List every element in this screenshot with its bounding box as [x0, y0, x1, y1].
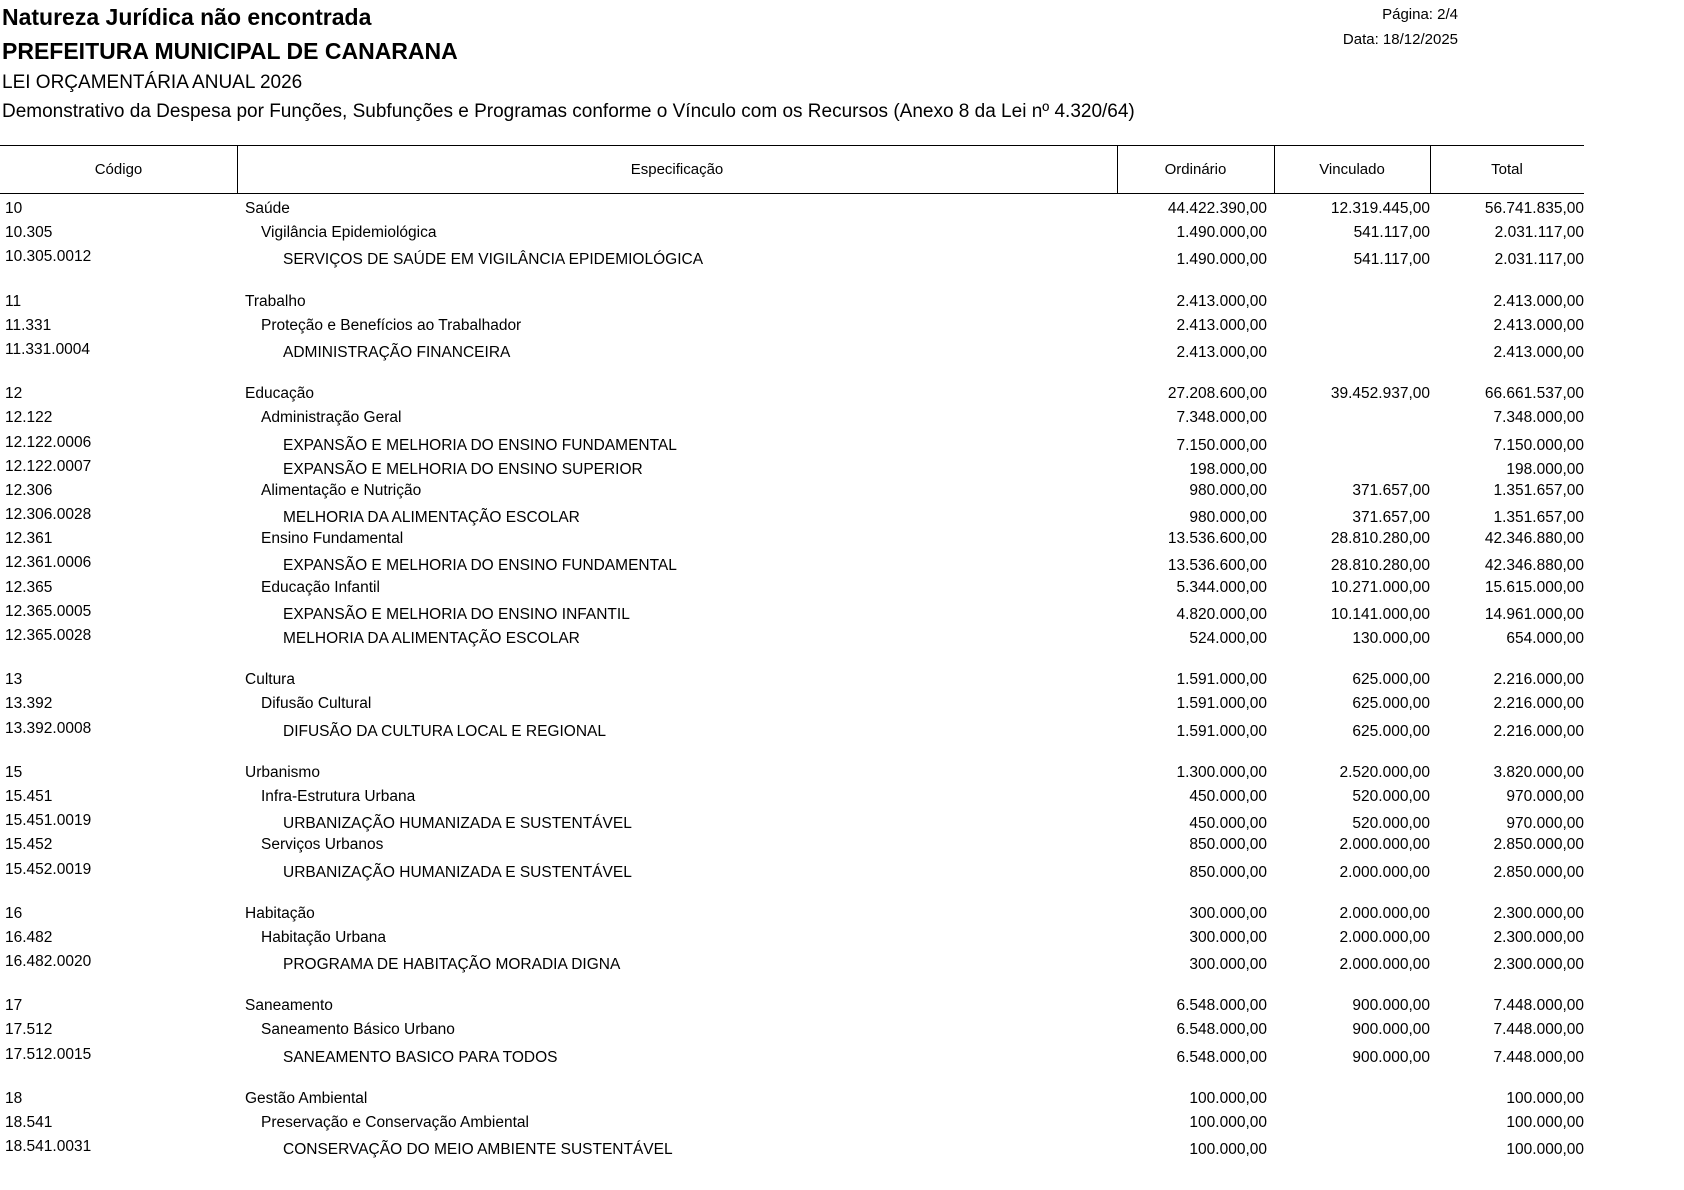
cell-code: 15: [5, 763, 23, 781]
cell-specification: Proteção e Benefícios ao Trabalhador: [261, 316, 522, 334]
cell-total: 100.000,00: [1506, 1089, 1584, 1107]
cell-vinculado: 900.000,00: [1352, 1021, 1430, 1039]
cell-total: 2.850.000,00: [1493, 863, 1584, 881]
cell-vinculado: 10.271.000,00: [1330, 578, 1430, 596]
cell-vinculado: 2.000.000,00: [1339, 836, 1430, 854]
function-row: [0, 764, 1584, 788]
cell-code: 12.365: [5, 578, 53, 596]
cell-total: 56.741.835,00: [1484, 200, 1584, 217]
cell-code: 18.541.0031: [5, 1138, 92, 1156]
cell-specification: Habitação Urbana: [261, 928, 386, 946]
cell-ordinario: 6.548.000,00: [1176, 1048, 1267, 1066]
col-header-total: Total: [1491, 161, 1523, 178]
cell-specification: Ensino Fundamental: [261, 530, 404, 548]
cell-code: 15.451.0019: [5, 812, 92, 830]
cell-ordinario: 100.000,00: [1189, 1114, 1267, 1131]
subfunction-row: [0, 579, 1584, 603]
cell-total: 2.031.117,00: [1494, 224, 1584, 242]
cell-ordinario: 6.548.000,00: [1176, 1021, 1267, 1039]
cell-specification: MELHORIA DA ALIMENTAÇÃO ESCOLAR: [283, 509, 580, 527]
cell-ordinario: 6.548.000,00: [1176, 997, 1267, 1015]
cell-ordinario: 13.536.600,00: [1167, 530, 1267, 548]
cell-total: 2.216.000,00: [1493, 671, 1584, 689]
cell-vinculado: 130.000,00: [1352, 630, 1430, 647]
function-row: [0, 1090, 1584, 1114]
cell-vinculado: 2.000.000,00: [1339, 928, 1430, 946]
program-row: [0, 554, 1584, 578]
cell-vinculado: 900.000,00: [1352, 997, 1430, 1015]
cell-specification: Educação Infantil: [261, 578, 380, 596]
cell-ordinario: 1.300.000,00: [1176, 763, 1267, 781]
program-row: [0, 341, 1584, 365]
cell-specification: CONSERVAÇÃO DO MEIO AMBIENTE SUSTENTÁVEL: [283, 1141, 673, 1159]
cell-total: 2.216.000,00: [1493, 722, 1584, 740]
cell-code: 12.365.0028: [5, 627, 92, 644]
col-header-spec: Especificação: [630, 161, 724, 178]
cell-total: 2.413.000,00: [1493, 343, 1584, 361]
cell-ordinario: 13.536.600,00: [1167, 557, 1267, 575]
function-row: [0, 293, 1584, 317]
cell-specification: EXPANSÃO E MELHORIA DO ENSINO FUNDAMENTAL: [283, 436, 677, 454]
cell-total: 3.820.000,00: [1493, 763, 1584, 781]
cell-ordinario: 450.000,00: [1189, 815, 1267, 833]
cell-total: 2.413.000,00: [1493, 292, 1584, 310]
cell-total: 7.448.000,00: [1493, 1021, 1584, 1039]
cell-specification: EXPANSÃO E MELHORIA DO ENSINO FUNDAMENTAL: [283, 557, 677, 575]
cell-total: 1.351.657,00: [1493, 509, 1584, 527]
cell-specification: Administração Geral: [261, 409, 402, 427]
cell-total: 970.000,00: [1506, 787, 1584, 805]
cell-vinculado: 520.000,00: [1352, 787, 1430, 805]
cell-total: 2.850.000,00: [1493, 836, 1584, 854]
cell-vinculado: 2.000.000,00: [1339, 904, 1430, 922]
cell-total: 7.150.000,00: [1493, 436, 1584, 454]
cell-code: 12.306: [5, 481, 53, 499]
cell-code: 11.331: [5, 316, 52, 334]
cell-total: 2.216.000,00: [1493, 695, 1584, 713]
cell-specification: Trabalho: [245, 292, 306, 310]
cell-code: 17: [5, 997, 23, 1015]
cell-code: 10: [5, 200, 23, 217]
cell-code: 10.305: [5, 224, 53, 242]
group-spacer: [0, 1070, 1584, 1090]
cell-ordinario: 850.000,00: [1189, 836, 1267, 854]
cell-total: 15.615.000,00: [1484, 578, 1584, 596]
cell-total: 66.661.537,00: [1484, 385, 1584, 403]
cell-vinculado: 625.000,00: [1352, 671, 1430, 689]
cell-vinculado: 625.000,00: [1352, 695, 1430, 713]
cell-specification: URBANIZAÇÃO HUMANIZADA E SUSTENTÁVEL: [283, 815, 632, 833]
cell-total: 2.300.000,00: [1493, 904, 1584, 922]
cell-specification: Vigilância Epidemiológica: [261, 224, 437, 242]
cell-ordinario: 524.000,00: [1189, 630, 1267, 647]
municipality-title: PREFEITURA MUNICIPAL DE CANARANA: [2, 38, 458, 64]
cell-code: 18: [5, 1089, 23, 1107]
program-row: [0, 1138, 1584, 1162]
program-row: [0, 627, 1584, 651]
cell-specification: Urbanismo: [245, 763, 320, 781]
cell-vinculado: 371.657,00: [1352, 509, 1430, 527]
cell-ordinario: 2.413.000,00: [1176, 292, 1267, 310]
cell-vinculado: 2.000.000,00: [1339, 956, 1430, 974]
cell-vinculado: 371.657,00: [1352, 481, 1430, 499]
program-row: [0, 603, 1584, 627]
entity-nature-title: Natureza Jurídica não encontrada: [2, 4, 372, 30]
subfunction-row: [0, 836, 1584, 860]
cell-specification: Cultura: [245, 671, 295, 689]
cell-code: 12.122: [5, 409, 53, 427]
cell-total: 7.448.000,00: [1493, 1048, 1584, 1066]
cell-specification: Saneamento: [245, 997, 333, 1015]
cell-specification: Difusão Cultural: [261, 695, 372, 713]
cell-specification: Habitação: [245, 904, 315, 922]
cell-ordinario: 44.422.390,00: [1167, 200, 1267, 217]
cell-vinculado: 2.520.000,00: [1339, 763, 1430, 781]
cell-ordinario: 980.000,00: [1189, 509, 1267, 527]
cell-specification: Saneamento Básico Urbano: [261, 1021, 455, 1039]
cell-ordinario: 1.591.000,00: [1176, 695, 1267, 713]
cell-specification: Infra-Estrutura Urbana: [261, 787, 416, 805]
cell-specification: EXPANSÃO E MELHORIA DO ENSINO INFANTIL: [283, 605, 630, 623]
cell-specification: Preservação e Conservação Ambiental: [261, 1114, 529, 1131]
cell-ordinario: 2.413.000,00: [1176, 343, 1267, 361]
cell-code: 13.392.0008: [5, 719, 92, 737]
subfunction-row: [0, 530, 1584, 554]
function-row: [0, 671, 1584, 695]
program-row: [0, 434, 1584, 458]
cell-code: 12: [5, 385, 23, 403]
cell-code: 12.122.0006: [5, 433, 92, 451]
program-row: [0, 458, 1584, 482]
col-header-code: Código: [94, 161, 143, 178]
cell-ordinario: 7.348.000,00: [1176, 409, 1267, 427]
cell-total: 2.300.000,00: [1493, 928, 1584, 946]
cell-ordinario: 980.000,00: [1189, 481, 1267, 499]
cell-total: 42.346.880,00: [1484, 557, 1584, 575]
law-title: LEI ORÇAMENTÁRIA ANUAL 2026: [2, 72, 303, 93]
cell-code: 18.541: [5, 1114, 53, 1131]
cell-specification: Educação: [245, 385, 314, 403]
cell-code: 15.452: [5, 836, 53, 854]
cell-ordinario: 1.490.000,00: [1176, 251, 1267, 269]
program-row: [0, 812, 1584, 836]
cell-vinculado: 39.452.937,00: [1330, 385, 1430, 403]
program-row: [0, 953, 1584, 977]
cell-specification: SERVIÇOS DE SAÚDE EM VIGILÂNCIA EPIDEMIOLÓGICA: [283, 251, 704, 269]
cell-vinculado: 541.117,00: [1353, 224, 1430, 242]
cell-ordinario: 850.000,00: [1189, 863, 1267, 881]
cell-total: 14.961.000,00: [1484, 605, 1584, 623]
cell-vinculado: 541.117,00: [1353, 251, 1430, 269]
cell-code: 12.122.0007: [5, 457, 92, 475]
group-spacer: [0, 273, 1584, 293]
function-row: [0, 385, 1584, 409]
cell-vinculado: 28.810.280,00: [1330, 557, 1430, 575]
cell-code: 11.331.0004: [5, 340, 91, 358]
program-row: [0, 720, 1584, 744]
cell-code: 12.365.0005: [5, 602, 92, 620]
subfunction-row: [0, 224, 1584, 248]
col-divider: [1430, 146, 1431, 193]
function-row: [0, 200, 1584, 224]
cell-vinculado: 625.000,00: [1352, 722, 1430, 740]
report-date: Data: 18/12/2025: [1342, 31, 1458, 48]
cell-vinculado: 2.000.000,00: [1339, 863, 1430, 881]
cell-code: 11: [5, 292, 22, 310]
group-spacer: [0, 651, 1584, 671]
cell-code: 10.305.0012: [5, 248, 92, 266]
cell-total: 2.300.000,00: [1493, 956, 1584, 974]
cell-ordinario: 300.000,00: [1189, 904, 1267, 922]
cell-total: 2.413.000,00: [1493, 316, 1584, 334]
col-header-vinculado: Vinculado: [1319, 161, 1385, 178]
cell-total: 100.000,00: [1506, 1141, 1584, 1159]
cell-specification: ADMINISTRAÇÃO FINANCEIRA: [283, 343, 511, 361]
cell-ordinario: 7.150.000,00: [1176, 436, 1267, 454]
cell-code: 17.512: [5, 1021, 53, 1039]
cell-ordinario: 300.000,00: [1189, 928, 1267, 946]
cell-ordinario: 100.000,00: [1189, 1089, 1267, 1107]
cell-code: 15.452.0019: [5, 860, 92, 878]
cell-ordinario: 1.591.000,00: [1176, 671, 1267, 689]
cell-total: 42.346.880,00: [1484, 530, 1584, 548]
cell-ordinario: 1.591.000,00: [1176, 722, 1267, 740]
cell-ordinario: 4.820.000,00: [1176, 605, 1267, 623]
cell-vinculado: 900.000,00: [1352, 1048, 1430, 1066]
cell-total: 7.348.000,00: [1493, 409, 1584, 427]
subfunction-row: [0, 482, 1584, 506]
cell-total: 198.000,00: [1506, 460, 1584, 478]
program-row: [0, 861, 1584, 885]
subfunction-row: [0, 1021, 1584, 1045]
group-spacer: [0, 977, 1584, 997]
group-spacer: [0, 744, 1584, 764]
col-header-ordinario: Ordinário: [1164, 161, 1227, 178]
cell-specification: Serviços Urbanos: [261, 836, 384, 854]
cell-ordinario: 2.413.000,00: [1176, 316, 1267, 334]
cell-total: 1.351.657,00: [1493, 481, 1584, 499]
cell-ordinario: 198.000,00: [1189, 460, 1267, 478]
cell-specification: URBANIZAÇÃO HUMANIZADA E SUSTENTÁVEL: [283, 863, 632, 881]
page-number: Página: 2/4: [1382, 6, 1458, 23]
cell-vinculado: 520.000,00: [1352, 815, 1430, 833]
subfunction-row: [0, 695, 1584, 719]
program-row: [0, 1046, 1584, 1070]
cell-specification: SANEAMENTO BASICO PARA TODOS: [283, 1048, 558, 1066]
cell-code: 16: [5, 904, 23, 922]
function-row: [0, 905, 1584, 929]
cell-code: 12.361: [5, 530, 53, 548]
cell-code: 16.482.0020: [5, 953, 92, 971]
cell-code: 12.361.0006: [5, 554, 92, 572]
cell-ordinario: 100.000,00: [1189, 1141, 1267, 1159]
cell-code: 13: [5, 671, 23, 689]
cell-ordinario: 1.490.000,00: [1176, 224, 1267, 242]
cell-code: 15.451: [5, 787, 53, 805]
cell-specification: PROGRAMA DE HABITAÇÃO MORADIA DIGNA: [283, 956, 621, 974]
function-row: [0, 997, 1584, 1021]
col-divider: [1274, 146, 1275, 193]
subfunction-row: [0, 929, 1584, 953]
col-divider: [237, 146, 238, 193]
cell-specification: MELHORIA DA ALIMENTAÇÃO ESCOLAR: [283, 630, 580, 647]
cell-ordinario: 450.000,00: [1189, 787, 1267, 805]
program-row: [0, 248, 1584, 272]
cell-ordinario: 300.000,00: [1189, 956, 1267, 974]
group-spacer: [0, 885, 1584, 905]
subfunction-row: [0, 1114, 1584, 1138]
cell-total: 2.031.117,00: [1494, 251, 1584, 269]
cell-specification: Alimentação e Nutrição: [261, 481, 422, 499]
col-divider: [1117, 146, 1118, 193]
table-header-bottom-rule: [0, 193, 1584, 194]
cell-total: 7.448.000,00: [1493, 997, 1584, 1015]
cell-specification: DIFUSÃO DA CULTURA LOCAL E REGIONAL: [283, 722, 606, 740]
cell-code: 12.306.0028: [5, 506, 92, 524]
subfunction-row: [0, 788, 1584, 812]
cell-ordinario: 5.344.000,00: [1176, 578, 1267, 596]
cell-code: 16.482: [5, 928, 53, 946]
cell-total: 970.000,00: [1506, 815, 1584, 833]
cell-specification: EXPANSÃO E MELHORIA DO ENSINO SUPERIOR: [283, 460, 643, 478]
cell-total: 100.000,00: [1506, 1114, 1584, 1131]
group-spacer: [0, 365, 1584, 385]
cell-ordinario: 27.208.600,00: [1167, 385, 1267, 403]
program-row: [0, 506, 1584, 530]
cell-code: 13.392: [5, 695, 53, 713]
cell-vinculado: 28.810.280,00: [1330, 530, 1430, 548]
cell-code: 17.512.0015: [5, 1045, 92, 1063]
cell-total: 654.000,00: [1506, 630, 1584, 647]
cell-vinculado: 12.319.445,00: [1330, 200, 1430, 217]
cell-specification: Gestão Ambiental: [245, 1089, 368, 1107]
subfunction-row: [0, 409, 1584, 433]
table-body: [0, 200, 1584, 1162]
cell-specification: Saúde: [245, 200, 290, 217]
subfunction-row: [0, 317, 1584, 341]
report-description: Demonstrativo da Despesa por Funções, Subfunções e Programas conforme o Vínculo com os Recursos (Anexo 8 da Lei nº 4.320/64): [2, 101, 1135, 122]
cell-vinculado: 10.141.000,00: [1330, 605, 1430, 623]
